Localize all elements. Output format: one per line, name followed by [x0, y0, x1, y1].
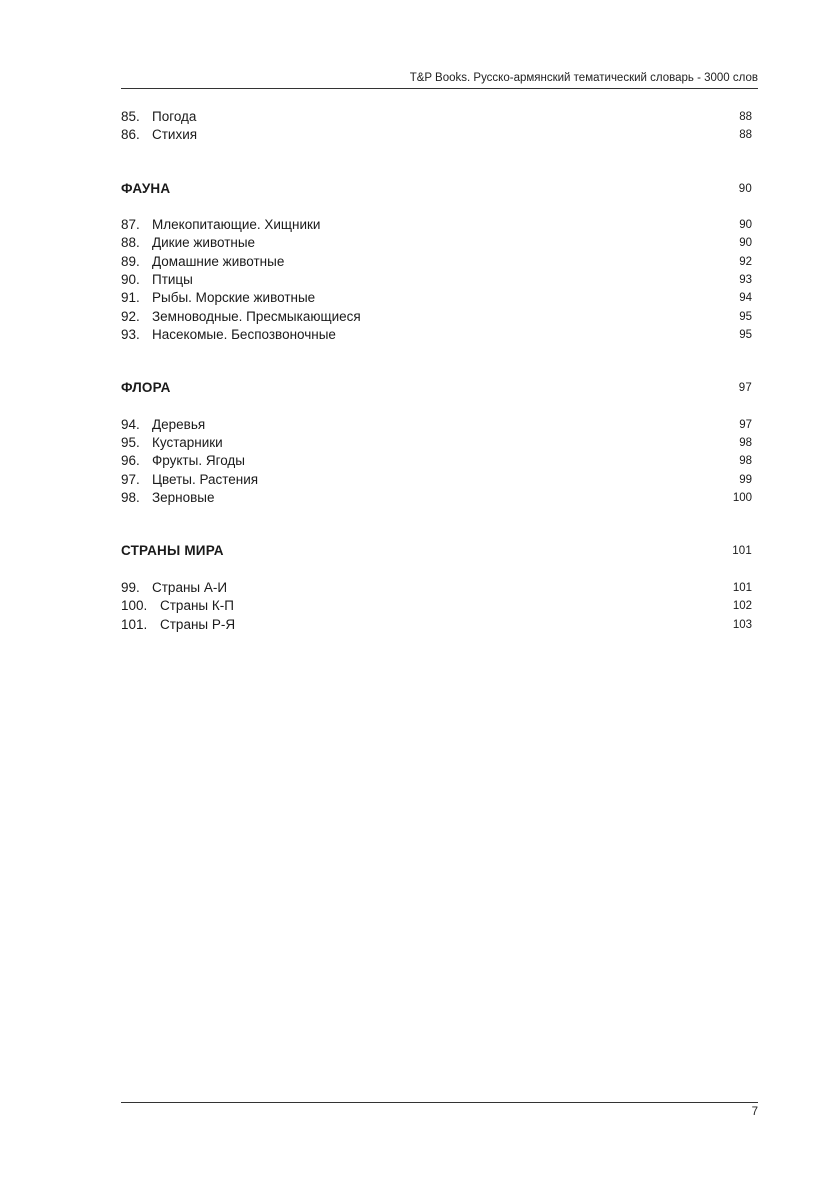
table-of-contents [121, 108, 752, 634]
page-number: 7 [751, 1106, 758, 1118]
toc-entry [121, 471, 752, 489]
entry-number: 88. [121, 235, 140, 251]
entry-number: 90. [121, 272, 140, 288]
toc-entry [121, 308, 752, 326]
toc-entry [121, 289, 752, 307]
entry-title: Земноводные. Пресмыкающиеся [152, 308, 361, 324]
toc-entry [121, 234, 752, 252]
footer-rule [121, 1102, 758, 1103]
section-title: СТРАНЫ МИРА [121, 543, 224, 559]
entry-number: 101. [121, 616, 148, 632]
entry-number: 87. [121, 217, 140, 233]
entry-title: Деревья [152, 416, 206, 432]
entry-title: Стихия [152, 127, 198, 143]
toc-entry [121, 326, 752, 344]
entry-page-number: 88 [739, 129, 752, 142]
entry-page-number: 103 [732, 618, 752, 631]
entry-page-number: 90 [739, 237, 752, 250]
entry-number: 99. [121, 579, 140, 595]
toc-entry [121, 416, 752, 434]
entry-number: 96. [121, 453, 140, 469]
running-header: T&P Books. Русско-армянский тематический словарь - 3000 слов [409, 72, 758, 84]
toc-entry [121, 616, 752, 634]
toc-entry [121, 126, 752, 144]
entry-page-number: 95 [739, 328, 752, 341]
entry-title: Рыбы. Морские животные [152, 290, 316, 306]
entry-title: Зерновые [152, 490, 215, 506]
section-title: ФАУНА [121, 180, 171, 196]
entry-page-number: 102 [732, 600, 752, 613]
entry-number: 89. [121, 253, 140, 269]
entry-page-number: 101 [732, 581, 752, 594]
section-page-number: 97 [738, 382, 752, 395]
toc-entry [121, 271, 752, 289]
entry-page-number: 100 [732, 492, 752, 505]
entry-page-number: 92 [739, 255, 752, 268]
entry-title: Страны К-П [160, 598, 234, 614]
entry-title: Фрукты. Ягоды [152, 453, 245, 469]
entry-title: Дикие животные [152, 235, 256, 251]
toc-entry [121, 108, 752, 126]
entry-title: Погода [152, 109, 197, 124]
entry-page-number: 98 [739, 437, 752, 450]
toc-entry [121, 253, 752, 271]
entry-number: 98. [121, 490, 140, 506]
entry-page-number: 88 [739, 111, 752, 123]
section-page-number: 101 [732, 545, 752, 558]
toc-entry [121, 434, 752, 452]
entry-page-number: 90 [739, 219, 752, 232]
entry-number: 94. [121, 416, 140, 432]
section-heading [121, 542, 752, 560]
entry-title: Насекомые. Беспозвоночные [152, 326, 336, 342]
section-title: ФЛОРА [121, 380, 171, 396]
entry-page-number: 99 [739, 473, 752, 486]
toc-entry [121, 452, 752, 470]
toc-entry [121, 597, 752, 615]
entry-page-number: 97 [739, 418, 752, 431]
section-page-number: 90 [738, 182, 752, 195]
entry-number: 95. [121, 435, 140, 451]
entry-number: 91. [121, 290, 140, 306]
entry-number: 93. [121, 326, 140, 342]
entry-page-number: 93 [739, 274, 752, 287]
entry-title: Птицы [152, 272, 193, 288]
entry-number: 85. [121, 109, 140, 124]
entry-title: Страны А-И [152, 579, 228, 595]
entry-title: Млекопитающие. Хищники [152, 217, 321, 233]
entry-page-number: 94 [739, 292, 752, 305]
section-heading [121, 379, 752, 397]
entry-number: 92. [121, 308, 140, 324]
toc-entry [121, 579, 752, 597]
entry-title: Страны Р-Я [160, 616, 236, 632]
entry-title: Кустарники [152, 435, 223, 451]
entry-page-number: 98 [739, 455, 752, 468]
entry-page-number: 95 [739, 310, 752, 323]
entry-number: 86. [121, 127, 140, 143]
entry-number: 100. [121, 598, 148, 614]
toc-entry [121, 216, 752, 234]
entry-title: Цветы. Растения [152, 471, 259, 487]
entry-title: Домашние животные [152, 253, 285, 269]
section-heading [121, 180, 752, 198]
entry-number: 97. [121, 471, 140, 487]
header-rule [121, 88, 758, 89]
toc-entry [121, 489, 752, 507]
